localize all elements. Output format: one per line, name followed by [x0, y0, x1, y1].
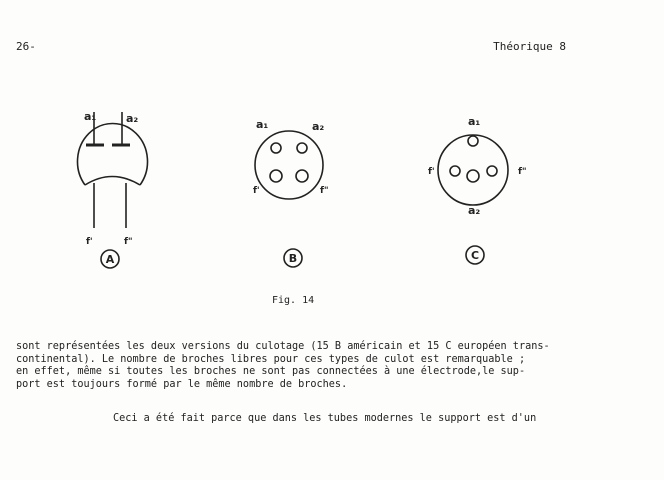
label-f1-diagram-b: f' [253, 186, 260, 196]
label-a2-diagram-a: a₂ [126, 112, 139, 125]
label-f1-diagram-c: f' [428, 167, 435, 177]
label-a1-diagram-c: a₁ [468, 115, 481, 128]
paragraph-line: port est toujours formé par le même nombre de broches. [16, 378, 348, 390]
body-paragraph-1 [16, 341, 626, 391]
label-f2-diagram-a: f" [124, 237, 133, 247]
label-f1-diagram-a: f' [86, 237, 93, 247]
diagram-a-label: A [105, 253, 115, 266]
body-paragraph-2 [113, 413, 664, 426]
label-f2-diagram-b: f" [320, 186, 329, 196]
paragraph-line: continental). Le nombre de broches libres pour ces types de culot est remarquable ; [16, 353, 526, 365]
label-a2-diagram-c: a₂ [468, 204, 481, 217]
section-title: Théorique 8 [493, 40, 566, 53]
paragraph-line: sont représentées les deux versions du culotage (15 B américain et 15 C européen trans- [16, 341, 550, 352]
paragraph-line: en effet, même si toutes les broches ne sont pas connectées à une électrode,le sup- [16, 366, 526, 378]
paragraph-line: Ceci a été fait parce que dans les tubes modernes le support est d'un [113, 413, 537, 424]
label-f2-diagram-c: f" [518, 167, 527, 177]
diagram-b-pin-base [255, 131, 323, 199]
figure-caption: Fig. 14 [272, 295, 315, 306]
diagram-a-tube-symbol [78, 112, 148, 228]
diagram-b-label: B [288, 252, 298, 265]
diagram-c-label: C [470, 249, 480, 262]
page-number: 26- [16, 40, 36, 53]
label-a1-diagram-a: a₁ [84, 110, 97, 123]
diagram-c-pin-base [438, 135, 508, 205]
label-a2-diagram-b: a₂ [312, 120, 325, 133]
label-a1-diagram-b: a₁ [256, 118, 269, 131]
